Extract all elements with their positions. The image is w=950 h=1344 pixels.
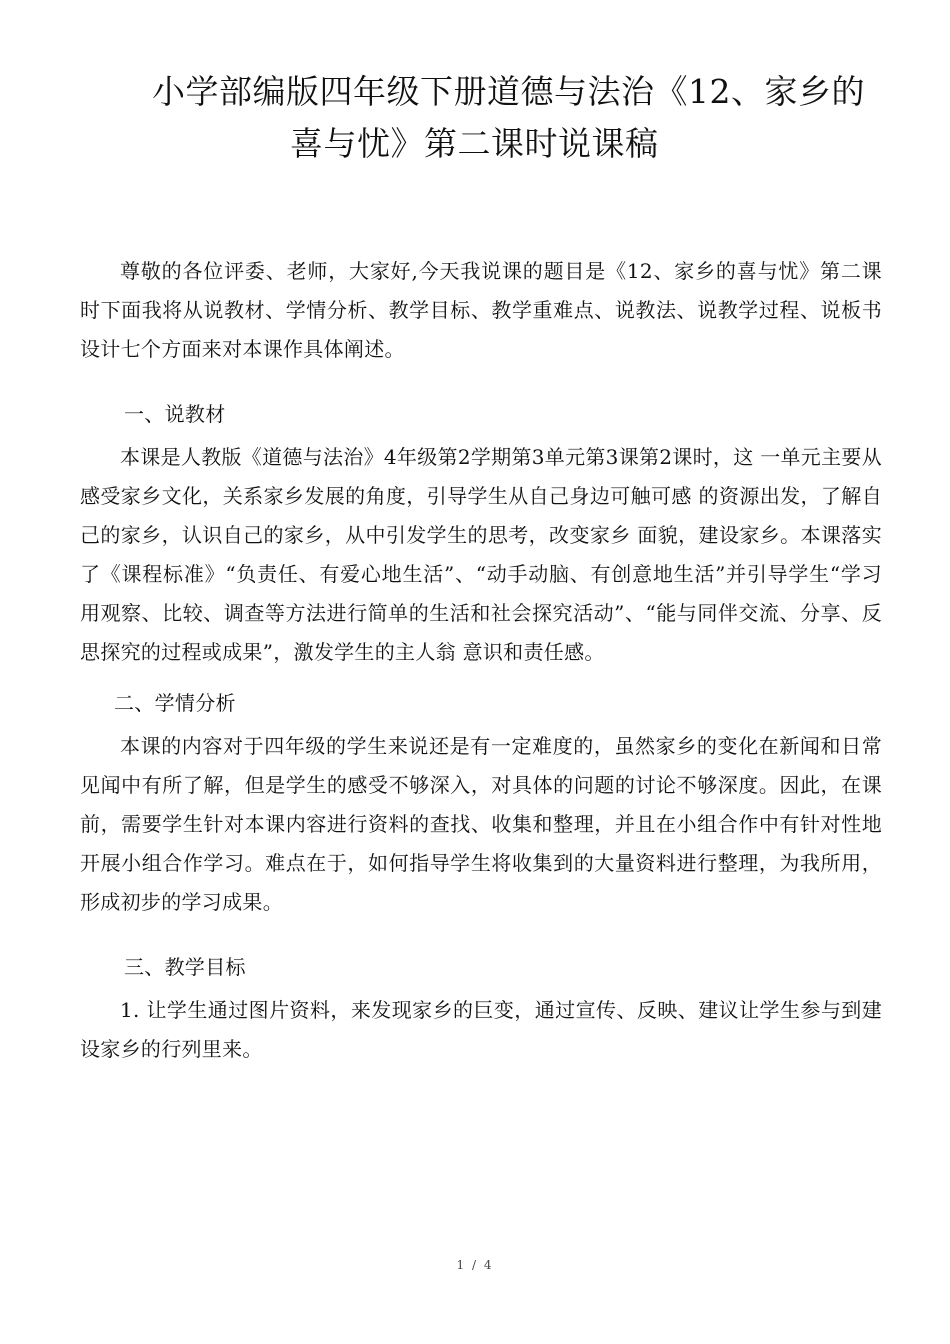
- document-title-line-2: 喜与忧》第二课时说课稿: [290, 124, 659, 163]
- section-heading-textbook: 一、说教材: [124, 402, 226, 426]
- document-title-line-1: 小学部编版四年级下册道德与法治《12、家乡的: [152, 72, 865, 111]
- section-paragraph-textbook: 本课是人教版《道德与法治》4年级第2学期第3单元第3课第2课时，这 一单元主要从感受家乡文化，关系家乡发展的角度，引导学生从自己身边可触可感 的资源出发，了解自己的家乡，认识自己的家乡，从中引发学生的思考，改变家乡 面貌，建设家乡。本课落实了《课程标准》“负责任、有爱心地生活”、“动手动脑、有创意地生活”并引导学生“学习用观察、比较、调查等方法进行简单的生活和社会探究活动”、“能与同伴交流、分享、反思探究的过程或成果”，激发学生的主人翁 意识和责任感。: [80, 445, 882, 664]
- page-indicator: 1 / 4: [456, 1258, 494, 1272]
- section-heading-learner-analysis: 二、学情分析: [114, 691, 236, 715]
- section-heading-teaching-goals: 三、教学目标: [124, 955, 246, 979]
- intro-paragraph: 尊敬的各位评委、老师，大家好,今天我说课的题目是《12、家乡的喜与忧》第二课时下面我将从说教材、学情分析、教学目标、教学重难点、说教法、说教学过程、说板书设计七个方面来对本课作具体阐述。: [80, 259, 882, 361]
- section-paragraph-learner-analysis: 本课的内容对于四年级的学生来说还是有一定难度的，虽然家乡的变化在新闻和日常见闻中有所了解，但是学生的感受不够深入，对具体的问题的讨论不够深度。因此，在课前，需要学生针对本课内容进行资料的查找、收集和整理，并且在小组合作中有针对性地开展小组合作学习。难点在于，如何指导学生将收集到的大量资料进行整理，为我所用，形成初步的学习成果。: [80, 734, 882, 914]
- section-paragraph-teaching-goals: 1. 让学生通过图片资料，来发现家乡的巨变，通过宣传、反映、建议让学生参与到建设家乡的行列里来。: [80, 998, 882, 1061]
- document-body: [80, 252, 882, 1069]
